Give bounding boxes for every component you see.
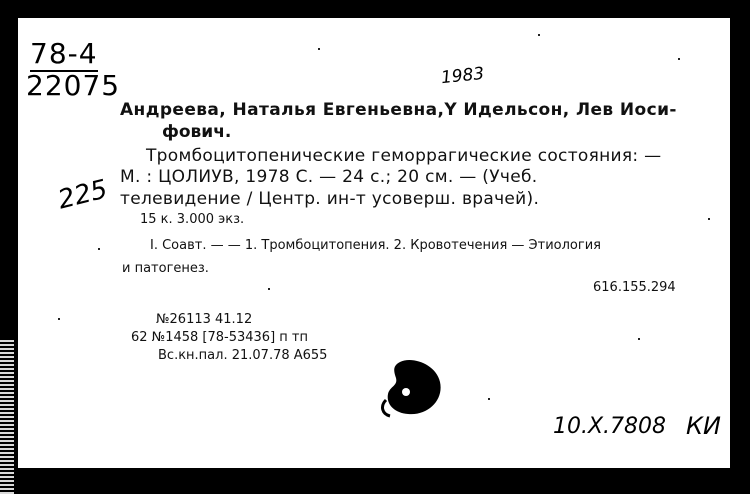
scan-edge-strip [0, 340, 14, 494]
speck [538, 34, 540, 36]
series-line: телевидение / Центр. ин-т усоверш. врачей). [120, 189, 540, 209]
handwritten-date: 10.X.7808 [553, 414, 667, 439]
ink-blot [378, 356, 448, 420]
speck [638, 338, 640, 340]
speck [58, 318, 60, 320]
authors-line: Андреева, Наталья Евгеньевна,Y Идельсон, Лев Иоси- [120, 100, 677, 120]
imprint-line: М. : ЦОЛИУВ, 1978 С. — 24 с.; 20 см. — (Учеб. [120, 167, 538, 187]
title-line: Тромбоцитопенические геморрагические состояния: — [146, 146, 662, 166]
speck [318, 48, 320, 50]
classification-number: 616.155.294 [593, 280, 676, 295]
speck [268, 288, 270, 290]
catalog-card [18, 18, 730, 468]
subject-line: I. Соавт. — — 1. Тромбоцитопения. 2. Кровотечения — Этиология [150, 238, 601, 253]
price-circulation-line: 15 к. 3.000 экз. [140, 212, 245, 227]
speck [98, 248, 100, 250]
handwritten-initials: КИ [686, 412, 721, 440]
speck [678, 58, 680, 60]
order-number-line: 62 №1458 [78-53436] п тп [131, 330, 308, 345]
handwritten-year: 1983 [440, 63, 486, 89]
handwritten-side-note: 225 [55, 174, 111, 216]
call-number-bottom: 22075 [26, 69, 121, 102]
subject-line-cont: и патогенез. [122, 261, 209, 276]
register-number-line: №26113 41.12 [156, 312, 253, 327]
speck [708, 218, 710, 220]
book-chamber-line: Вс.кн.пал. 21.07.78 А655 [158, 348, 328, 363]
call-number-top: 78-4 [30, 37, 98, 70]
speck [488, 398, 490, 400]
authors-line-cont: фович. [162, 122, 232, 142]
